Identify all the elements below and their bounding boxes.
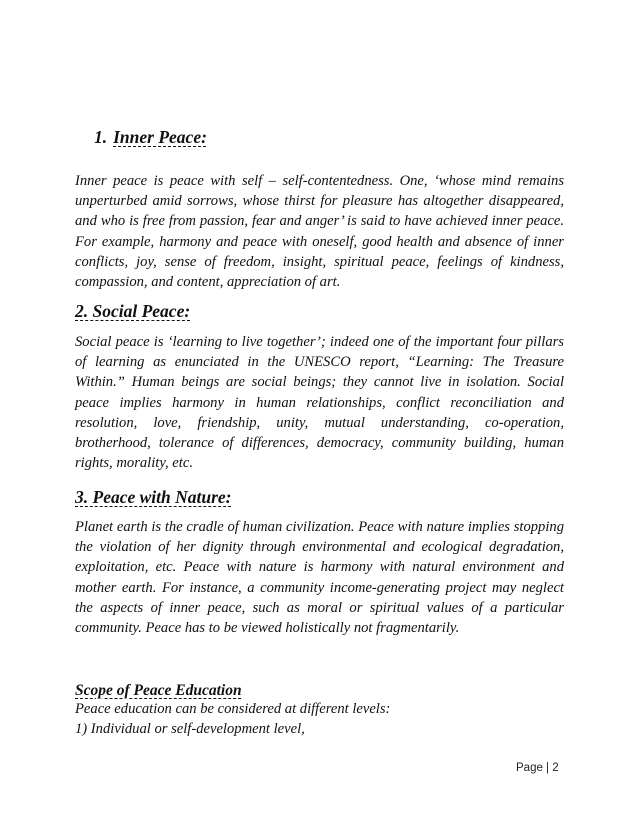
paragraph-social-peace: Social peace is ‘learning to live together’; indeed one of the important four pillars of learning as enunciated in the UNESCO report, “Learning: The Treasure Within.” Human beings are social beings; they cannot live in isolation. Social peace implies harmony in human relationships, conflict reconciliation and resolution, love, friendship, unity, mutual understanding, co-operation, brotherhood, tolerance of differences, democracy, community building, human rights, morality, etc. bbox=[75, 334, 564, 472]
heading-text: Inner Peace: bbox=[113, 127, 207, 147]
heading-text: Scope of Peace Education bbox=[75, 682, 242, 699]
paragraph-inner-peace: Inner peace is peace with self – self-contentedness. One, ‘whose mind remains unperturbed amid sorrows, whose thirst for pleasure has altogether disappeared, and who is free from passion, fear and anger’ is said to have achieved inner peace. For example, harmony and peace with oneself, good health and absence of inner conflicts, joy, sense of freedom, insight, spiritual peace, feelings of kindness, compassion, and content, appreciation of art. bbox=[75, 173, 564, 291]
heading-text: 3. Peace with Nature: bbox=[75, 487, 232, 507]
page-number-footer: Page | 2 bbox=[516, 762, 559, 774]
paragraph-scope bbox=[75, 699, 575, 739]
paragraph-peace-with-nature: Planet earth is the cradle of human civilization. Peace with nature implies stopping the violation of her dignity through environmental and ecological degradation, exploitation, etc. Peace with nature is harmony with natural environment and mother earth. For instance, a community income-generating project may neglect the aspects of inner peace, such as moral or spiritual values of a particular community. Peace has to be viewed holistically not fragmentarily. bbox=[75, 519, 564, 637]
heading-social-peace bbox=[75, 300, 190, 322]
heading-peace-with-nature bbox=[75, 486, 232, 508]
heading-text: 2. Social Peace: bbox=[75, 301, 191, 321]
heading-number: 1. bbox=[94, 127, 108, 147]
heading-inner-peace bbox=[94, 126, 207, 148]
scope-line-level-1: 1) Individual or self-development level, bbox=[75, 721, 305, 738]
scope-line-intro: Peace education can be considered at different levels: bbox=[75, 701, 391, 717]
